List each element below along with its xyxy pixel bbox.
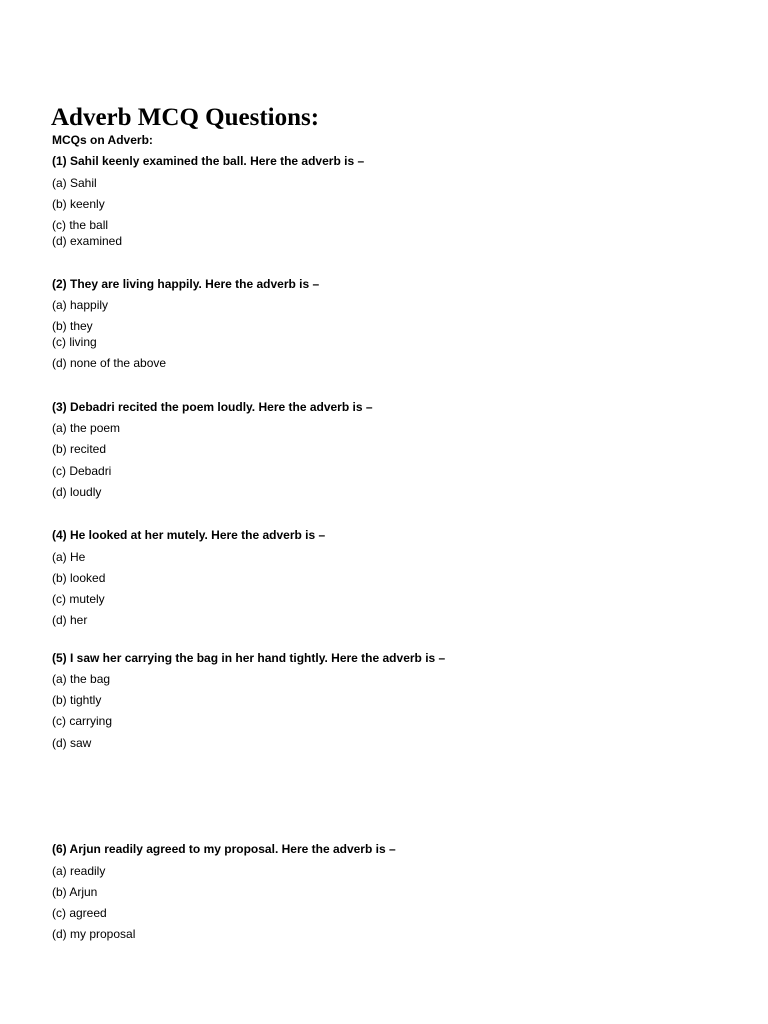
question-4-option-c: (c) mutely — [52, 592, 105, 606]
question-1: (1) Sahil keenly examined the ball. Here the adverb is – — [52, 154, 365, 168]
question-5-option-d: (d) saw — [52, 736, 92, 750]
question-6-option-d: (d) my proposal — [52, 927, 136, 941]
question-2-option-a: (a) happily — [52, 298, 109, 312]
question-2-option-b: (b) they — [52, 319, 93, 333]
question-5: (5) I saw her carrying the bag in her hand tightly. Here the adverb is – — [52, 651, 446, 665]
question-3: (3) Debadri recited the poem loudly. Here the adverb is – — [52, 400, 373, 414]
question-6-option-a: (a) readily — [52, 864, 106, 878]
question-6-option-c: (c) agreed — [52, 906, 107, 920]
question-5-option-c: (c) carrying — [52, 714, 113, 728]
question-6-option-b: (b) Arjun — [52, 885, 98, 899]
question-1-option-c: (c) the ball — [52, 218, 109, 232]
question-2-option-d: (d) none of the above — [52, 356, 167, 370]
question-3-option-c: (c) Debadri — [52, 464, 112, 478]
question-2-option-c: (c) living — [52, 335, 97, 349]
question-6: (6) Arjun readily agreed to my proposal. Here the adverb is – — [52, 842, 396, 856]
question-3-option-a: (a) the poem — [52, 421, 121, 435]
question-4: (4) He looked at her mutely. Here the adverb is – — [52, 528, 326, 542]
question-4-option-b: (b) looked — [52, 571, 106, 585]
question-5-option-a: (a) the bag — [52, 672, 111, 686]
question-4-option-a: (a) He — [52, 550, 86, 564]
page-subtitle: MCQs on Adverb: — [52, 133, 153, 147]
page-title: Adverb MCQ Questions: — [51, 104, 320, 131]
question-5-option-b: (b) tightly — [52, 693, 102, 707]
question-1-option-d: (d) examined — [52, 234, 123, 248]
question-3-option-b: (b) recited — [52, 442, 107, 456]
question-1-option-a: (a) Sahil — [52, 176, 97, 190]
question-3-option-d: (d) loudly — [52, 485, 102, 499]
question-2: (2) They are living happily. Here the adverb is – — [52, 277, 320, 291]
question-1-option-b: (b) keenly — [52, 197, 105, 211]
question-4-option-d: (d) her — [52, 613, 88, 627]
